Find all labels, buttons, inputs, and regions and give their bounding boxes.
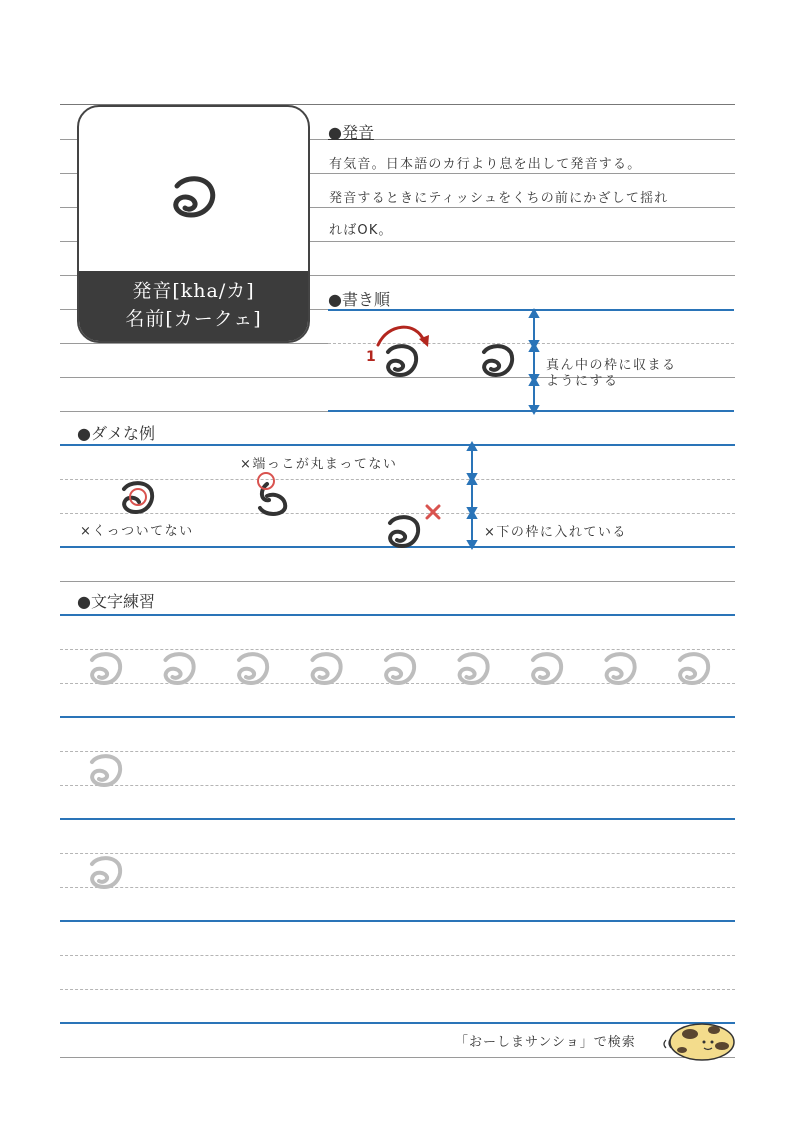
error-cross-icon [427, 506, 439, 518]
trace-glyph [92, 756, 120, 785]
trace-glyph [166, 654, 194, 683]
card-pronunciation-line: 発音[kha/カ] [132, 280, 255, 302]
bad-example-arrows-icon [468, 443, 476, 548]
trace-glyph [92, 654, 120, 683]
stroke-order-note-line1: 真ん中の枠に収まる [546, 358, 677, 373]
stroke-step-number: 1 [366, 349, 376, 365]
stroke-order-diagram [328, 305, 748, 425]
trace-glyph [239, 654, 267, 683]
practice-trace-row [60, 645, 740, 695]
stroke-order-glyph-2 [484, 346, 512, 375]
bad-example-note-lower: ×下の枠に入れている [484, 525, 627, 540]
trace-glyph [680, 654, 708, 683]
stroke-direction-arrow-icon [378, 327, 424, 345]
trace-glyph [460, 654, 488, 683]
pronunciation-text-line2: 発音するときにティッシュをくちの前にかざして揺れ [329, 191, 669, 206]
letter-card [77, 105, 310, 343]
card-caption [79, 271, 308, 341]
main-letter-strokes [176, 179, 213, 215]
trace-glyph [607, 654, 635, 683]
practice-heading: ●文字練習 [77, 592, 155, 611]
bad-example-glyph-touching [124, 483, 152, 512]
pronunciation-text-line3: ればOK。 [329, 223, 393, 238]
bad-example-glyph-lower [390, 517, 418, 546]
bad-example-note-touching: ×くっついてない [80, 524, 194, 539]
practice-row-2-guide [60, 747, 120, 797]
pronunciation-text-line1: 有気音。日本語のカ行より息を出して発音する。 [329, 157, 642, 172]
bad-examples-heading: ●ダメな例 [77, 424, 155, 443]
trace-glyph [386, 654, 414, 683]
card-name-line: 名前[カークェ] [125, 308, 262, 330]
salamander-mascot-logo [660, 1012, 740, 1062]
bad-example-note-ends: ×端っこが丸まってない [240, 457, 398, 472]
stroke-order-heading: ●書き順 [328, 290, 390, 309]
stroke-order-note-line2: ようにする [546, 374, 619, 389]
trace-glyph [92, 858, 120, 887]
trace-glyph [313, 654, 341, 683]
stroke-order-glyph-1 [388, 346, 416, 375]
practice-row-3-guide [60, 849, 120, 899]
frame-height-arrows-icon [530, 310, 538, 413]
footer-search-text: 「おーしまサンショ」で検索 [455, 1035, 636, 1050]
trace-glyph [533, 654, 561, 683]
pronunciation-heading: ●発音 [328, 123, 374, 142]
bad-examples-diagram [60, 440, 740, 550]
